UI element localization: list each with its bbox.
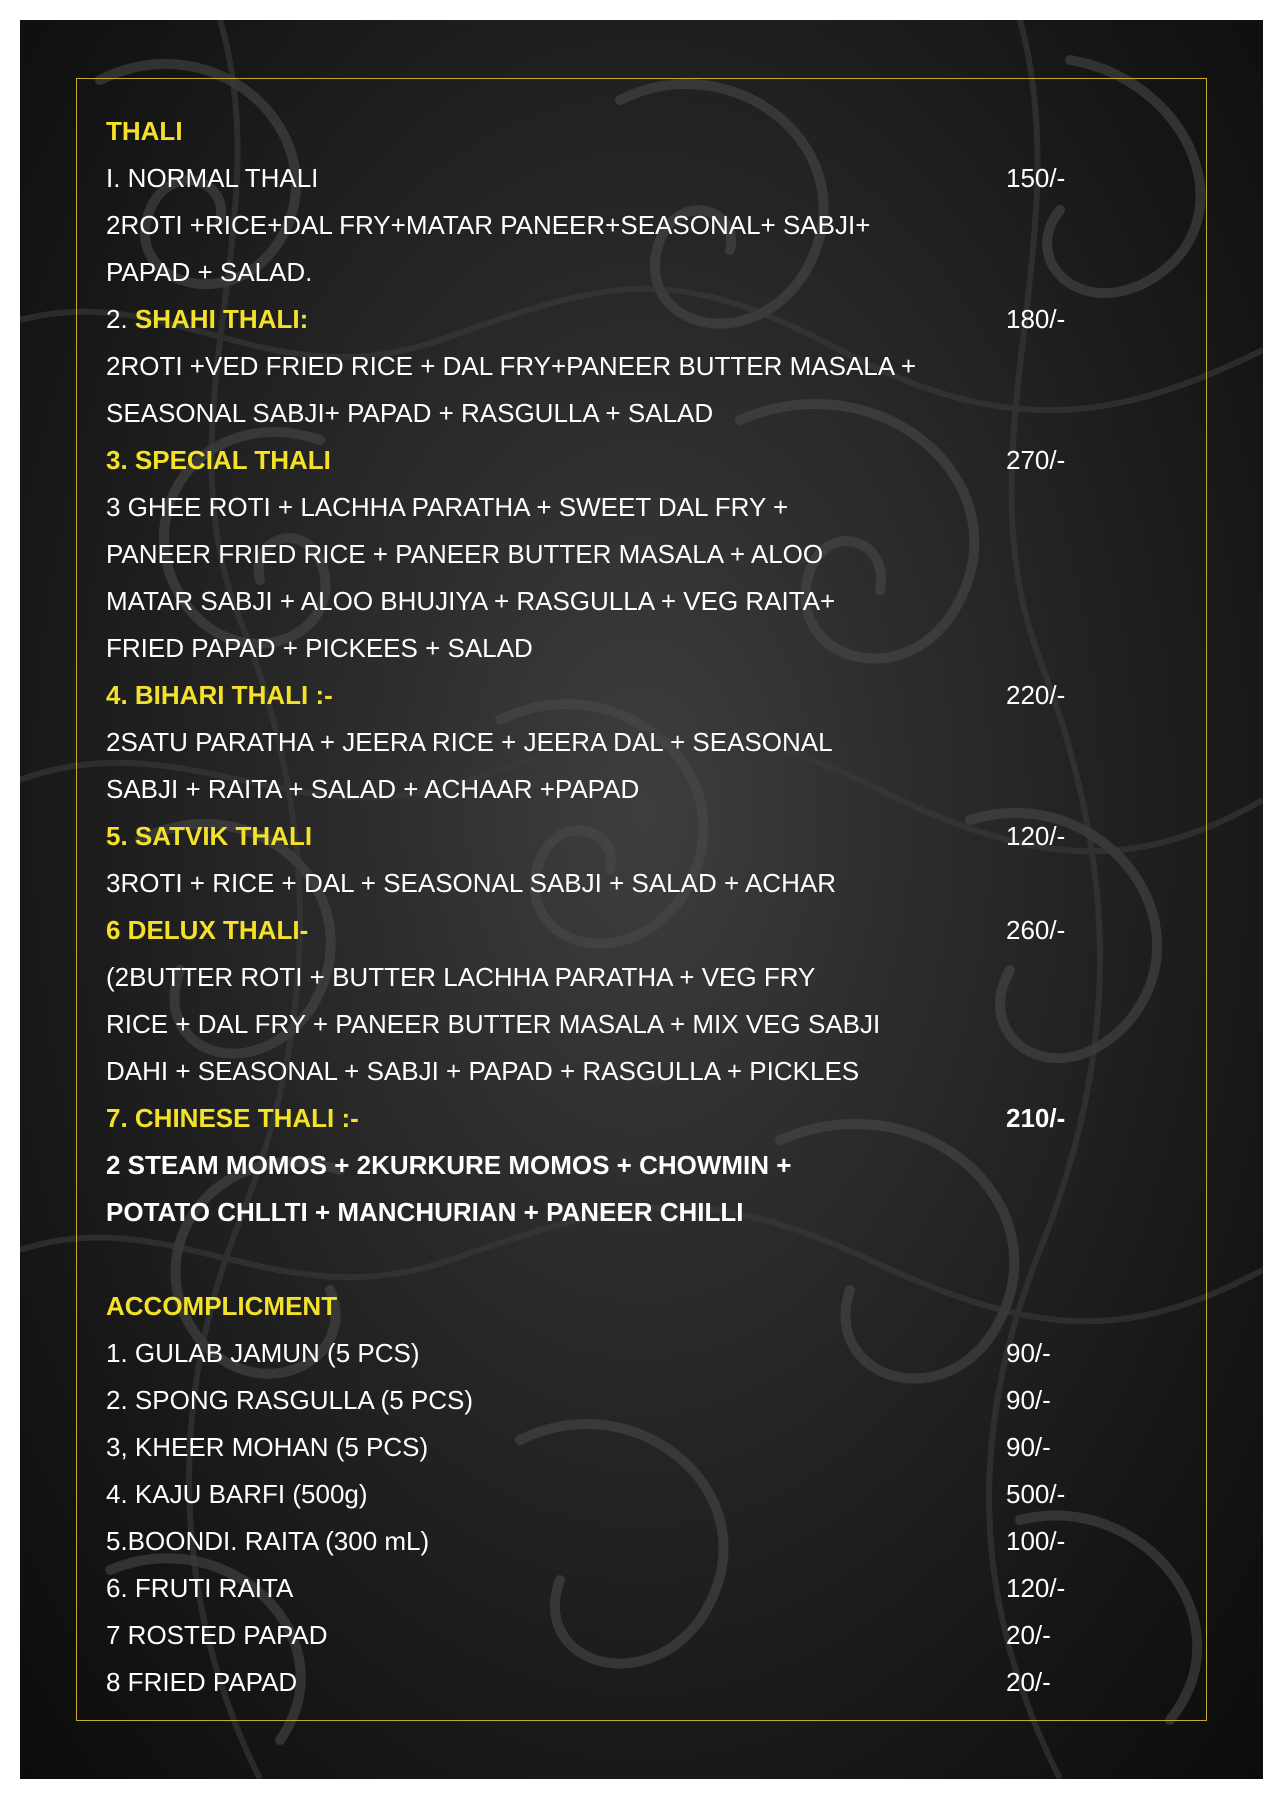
item-price: 220/- (1006, 680, 1066, 710)
item-name: 2. SPONG RASGULLA (5 PCS) (106, 1385, 474, 1415)
item-name: 5.BOONDI. RAITA (300 mL) (106, 1526, 430, 1556)
item-description: PANEER FRIED RICE + PANEER BUTTER MASALA + ALOO (106, 539, 824, 569)
item-price: 120/- (1006, 1573, 1066, 1603)
item-number: 2. (106, 304, 128, 334)
item-name: 4. KAJU BARFI (500g) (106, 1479, 368, 1509)
item-description: RICE + DAL FRY + PANEER BUTTER MASALA + MIX VEG SABJI (106, 1009, 881, 1039)
thali-section-title: THALI (106, 116, 183, 146)
thali-item-chinese (106, 1095, 1106, 1142)
thali-item-shahi (106, 296, 1106, 343)
accompliment-item (106, 1330, 1106, 1377)
item-price: 260/- (1006, 915, 1066, 945)
item-description: PAPAD + SALAD. (106, 257, 313, 287)
thali-item-normal (106, 155, 1106, 202)
item-price: 150/- (1006, 163, 1066, 193)
item-price: 90/- (1006, 1385, 1051, 1415)
item-price: 20/- (1006, 1667, 1051, 1697)
item-name: 7. CHINESE THALI :- (106, 1103, 359, 1133)
accompliment-item (106, 1518, 1106, 1565)
item-name: 3, KHEER MOHAN (5 PCS) (106, 1432, 429, 1462)
item-price: 90/- (1006, 1338, 1051, 1368)
accompliment-item (106, 1377, 1106, 1424)
item-name: 7 ROSTED PAPAD (106, 1620, 328, 1650)
accompliment-item (106, 1424, 1106, 1471)
item-name: NORMAL THALI (120, 163, 319, 193)
item-name: 1. GULAB JAMUN (5 PCS) (106, 1338, 420, 1368)
thali-item-delux (106, 907, 1106, 954)
item-description: (2BUTTER ROTI + BUTTER LACHHA PARATHA + VEG FRY (106, 962, 816, 992)
item-name: 6. FRUTI RAITA (106, 1573, 294, 1603)
accompliment-section-title: ACCOMPLICMENT (106, 1291, 338, 1321)
item-description: 2ROTI +VED FRIED RICE + DAL FRY+PANEER BUTTER MASALA + (106, 351, 917, 381)
item-description: DAHI + SEASONAL + SABJI + PAPAD + RASGULLA + PICKLES (106, 1056, 860, 1086)
item-price: 180/- (1006, 304, 1066, 334)
section-spacer (106, 1236, 1106, 1283)
item-description: SEASONAL SABJI+ PAPAD + RASGULLA + SALAD (106, 398, 714, 428)
item-price: 500/- (1006, 1479, 1066, 1509)
item-description: POTATO CHLLTI + MANCHURIAN + PANEER CHILLI (106, 1197, 744, 1227)
menu-content (106, 108, 1106, 1706)
item-description: FRIED PAPAD + PICKEES + SALAD (106, 633, 533, 663)
item-number: I. (106, 163, 121, 193)
item-name: 6 DELUX THALI- (106, 915, 309, 945)
accompliment-item (106, 1471, 1106, 1518)
thali-item-bihari (106, 672, 1106, 719)
item-price: 270/- (1006, 445, 1066, 475)
accompliment-item (106, 1565, 1106, 1612)
accompliment-item (106, 1612, 1106, 1659)
item-description: 3ROTI + RICE + DAL + SEASONAL SABJI + SALAD + ACHAR (106, 868, 836, 898)
item-name: 4. BIHARI THALI :- (106, 680, 333, 710)
thali-item-special (106, 437, 1106, 484)
item-price: 120/- (1006, 821, 1066, 851)
item-description: 3 GHEE ROTI + LACHHA PARATHA + SWEET DAL FRY + (106, 492, 789, 522)
menu-sheet (20, 20, 1263, 1779)
item-name: 5. SATVIK THALI (106, 821, 313, 851)
item-price: 210/- (1006, 1103, 1066, 1133)
item-price: 100/- (1006, 1526, 1066, 1556)
item-name: SHAHI THALI: (127, 304, 309, 334)
item-name: 3. SPECIAL THALI (106, 445, 331, 475)
item-description: MATAR SABJI + ALOO BHUJIYA + RASGULLA + VEG RAITA+ (106, 586, 836, 616)
item-name: 8 FRIED PAPAD (106, 1667, 298, 1697)
item-price: 90/- (1006, 1432, 1051, 1462)
item-description: 2ROTI +RICE+DAL FRY+MATAR PANEER+SEASONAL+ SABJI+ (106, 210, 871, 240)
item-description: 2SATU PARATHA + JEERA RICE + JEERA DAL + SEASONAL (106, 727, 833, 757)
item-description: SABJI + RAITA + SALAD + ACHAAR +PAPAD (106, 774, 640, 804)
item-price: 20/- (1006, 1620, 1051, 1650)
item-description: 2 STEAM MOMOS + 2KURKURE MOMOS + CHOWMIN + (106, 1150, 792, 1180)
accompliment-item (106, 1659, 1106, 1706)
thali-item-satvik (106, 813, 1106, 860)
